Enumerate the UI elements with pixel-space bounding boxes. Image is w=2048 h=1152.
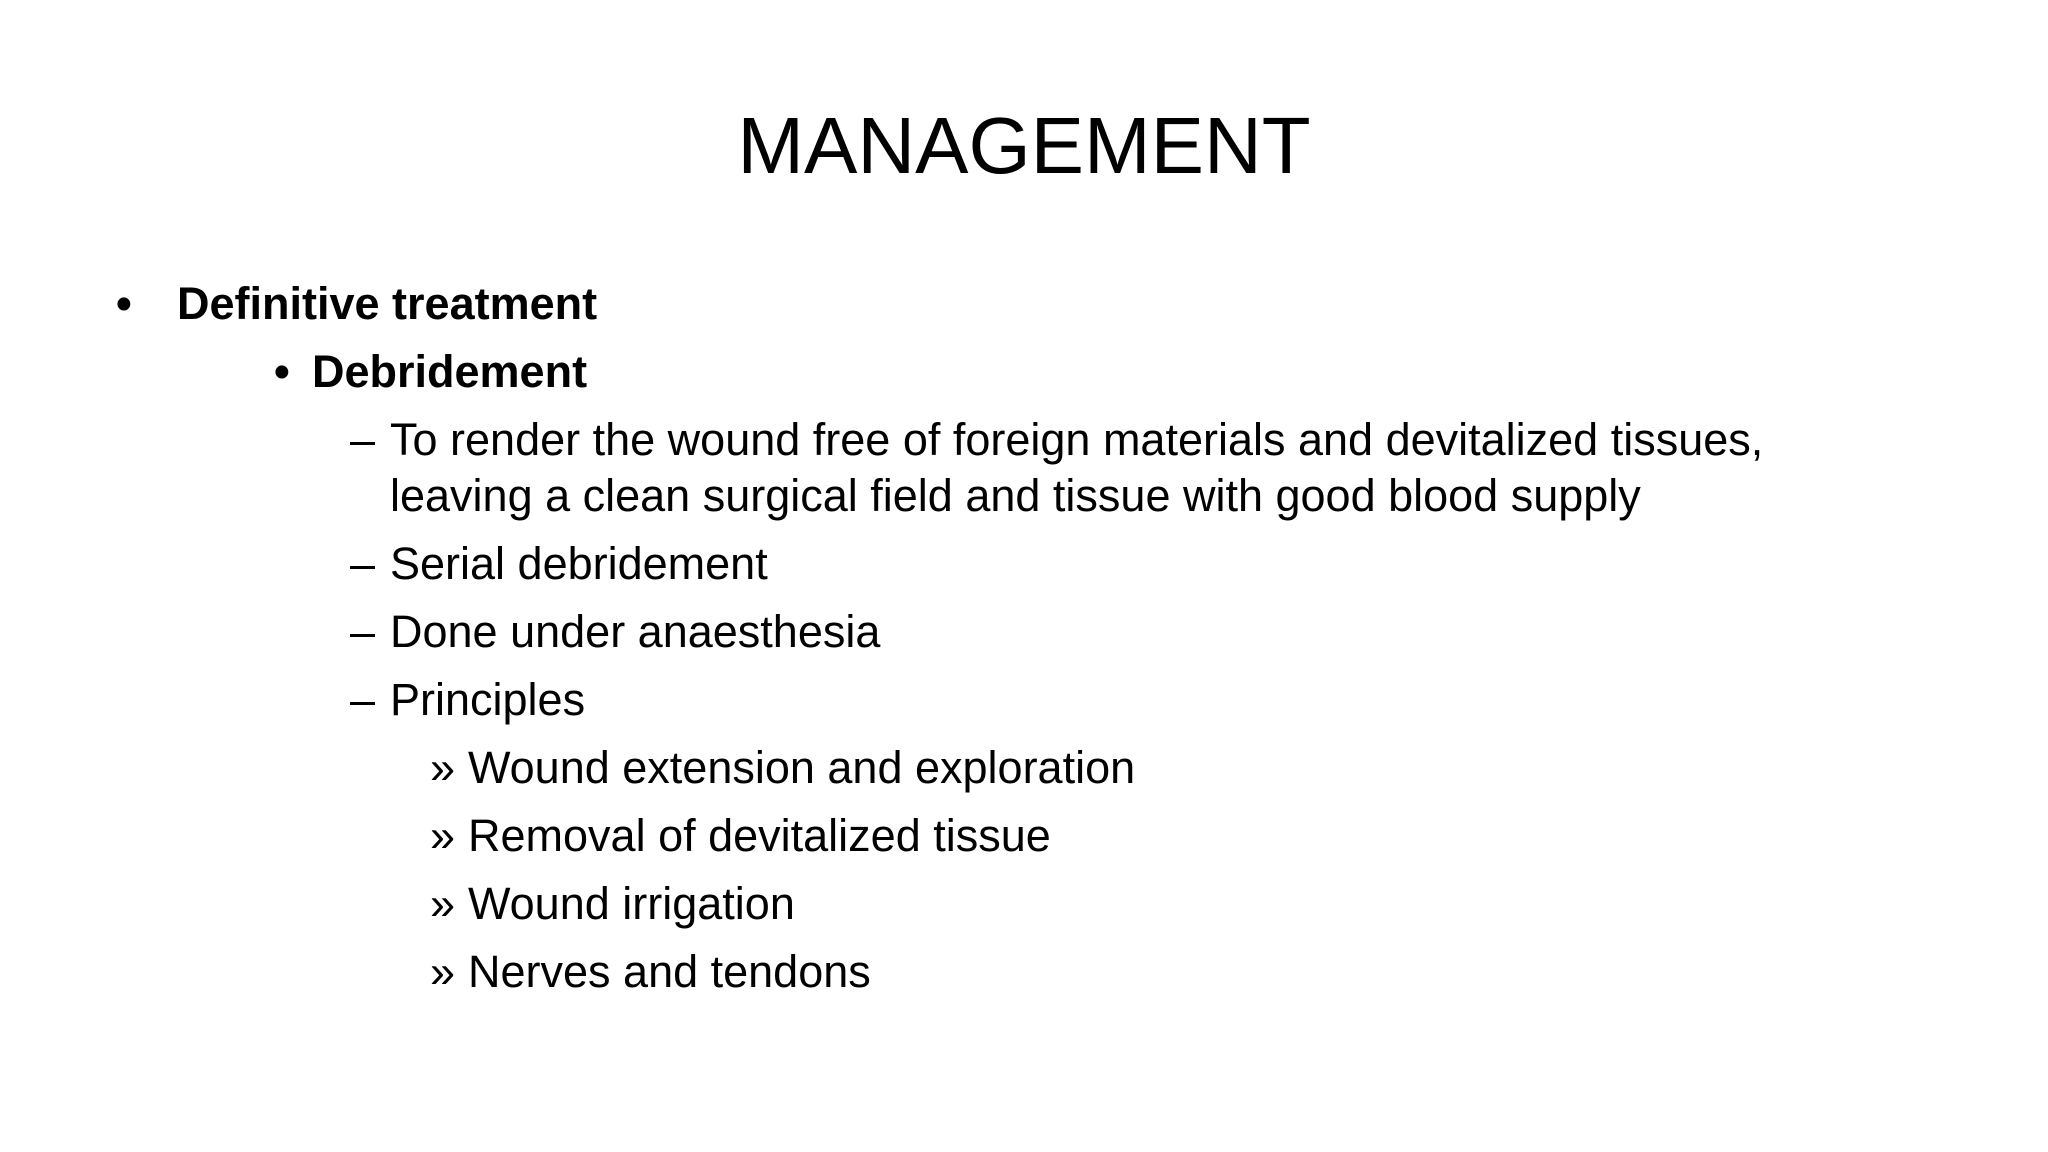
- dash-item-serial-debridement: Serial debridement: [390, 538, 768, 589]
- dash-marker: –: [350, 606, 376, 657]
- principle-marker: »: [430, 878, 456, 929]
- dash-marker: –: [350, 414, 376, 465]
- principle-marker: »: [430, 946, 456, 997]
- slide-title: MANAGEMENT: [737, 101, 1311, 190]
- principle-removal-devitalized: Removal of devitalized tissue: [468, 810, 1051, 861]
- principle-marker: »: [430, 810, 456, 861]
- dash-item-principles: Principles: [390, 674, 586, 725]
- principle-nerves-tendons: Nerves and tendons: [468, 946, 871, 997]
- dash-item-render-wound-line1: To render the wound free of foreign materials and devitalized tissues,: [390, 414, 1764, 465]
- principle-wound-extension: Wound extension and exploration: [468, 742, 1136, 793]
- dash-marker: –: [350, 538, 376, 589]
- bullet-definitive-treatment: Definitive treatment: [177, 278, 598, 329]
- dash-marker: –: [350, 674, 376, 725]
- dash-item-anaesthesia: Done under anaesthesia: [390, 606, 881, 657]
- principle-wound-irrigation: Wound irrigation: [468, 878, 795, 929]
- principle-marker: »: [430, 742, 456, 793]
- bullet-debridement: Debridement: [312, 346, 588, 397]
- bullet-marker: •: [116, 278, 132, 329]
- bullet-marker: •: [274, 346, 290, 397]
- dash-item-render-wound-line2: leaving a clean surgical field and tissue with good blood supply: [390, 470, 1641, 521]
